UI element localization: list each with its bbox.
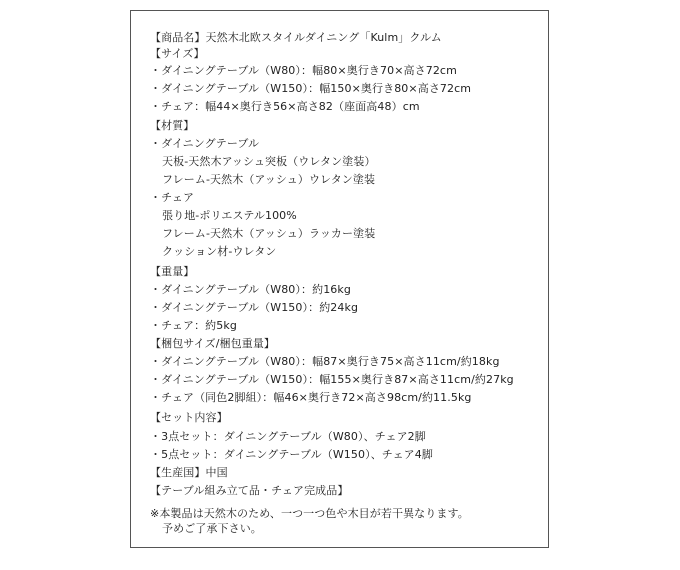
material-chair-label: ・チェア <box>150 191 195 204</box>
size-item-chair: ・チェア：幅44×奥行き56×高さ82（座面高48）cm <box>150 100 420 113</box>
package-item-table-w80: ・ダイニングテーブル（W80）：幅87×奥行き75×高さ11cm/約18kg <box>150 355 500 368</box>
material-table-label: ・ダイニングテーブル <box>150 137 260 150</box>
material-chair-frame: フレーム-天然木（アッシュ）ラッカー塗装 <box>162 227 376 240</box>
material-chair-cushion: クッション材-ウレタン <box>162 245 277 258</box>
size-heading: 【サイズ】 <box>150 47 205 60</box>
note-line-2: 予めご了承下さい。 <box>162 522 262 535</box>
weight-item-table-w80: ・ダイニングテーブル（W80）：約16kg <box>150 283 351 296</box>
assembly-line: 【テーブル組み立て品・チェア完成品】 <box>150 484 349 497</box>
set-heading: 【セット内容】 <box>150 411 228 424</box>
size-item-table-w80: ・ダイニングテーブル（W80）：幅80×奥行き70×高さ72cm <box>150 64 457 77</box>
weight-heading: 【重量】 <box>150 265 195 278</box>
package-heading: 【梱包サイズ/梱包重量】 <box>150 337 276 350</box>
weight-item-chair: ・チェア：約5kg <box>150 319 237 332</box>
set-item-3pc: ・3点セット：ダイニングテーブル（W80）、チェア2脚 <box>150 430 426 443</box>
set-item-5pc: ・5点セット：ダイニングテーブル（W150）、チェア4脚 <box>150 448 433 461</box>
material-table-top: 天板-天然木アッシュ突板（ウレタン塗装） <box>162 155 376 168</box>
note-line-1: ※本製品は天然木のため、一つ一つ色や木目が若干異なります。 <box>150 507 469 520</box>
product-name: 【商品名】天然木北欧スタイルダイニング「Kulm」クルム <box>150 31 442 44</box>
origin-line: 【生産国】中国 <box>150 466 228 479</box>
weight-item-table-w150: ・ダイニングテーブル（W150）：約24kg <box>150 301 359 314</box>
material-heading: 【材質】 <box>150 119 195 132</box>
material-table-frame: フレーム-天然木（アッシュ）ウレタン塗装 <box>162 173 376 186</box>
material-chair-fabric: 張り地-ポリエステル100% <box>162 209 297 222</box>
size-item-table-w150: ・ダイニングテーブル（W150）：幅150×奥行き80×高さ72cm <box>150 82 472 95</box>
package-item-chair: ・チェア（同色2脚組）：幅46×奥行き72×高さ98cm/約11.5kg <box>150 391 472 404</box>
package-item-table-w150: ・ダイニングテーブル（W150）：幅155×奥行き87×高さ11cm/約27kg <box>150 373 514 386</box>
